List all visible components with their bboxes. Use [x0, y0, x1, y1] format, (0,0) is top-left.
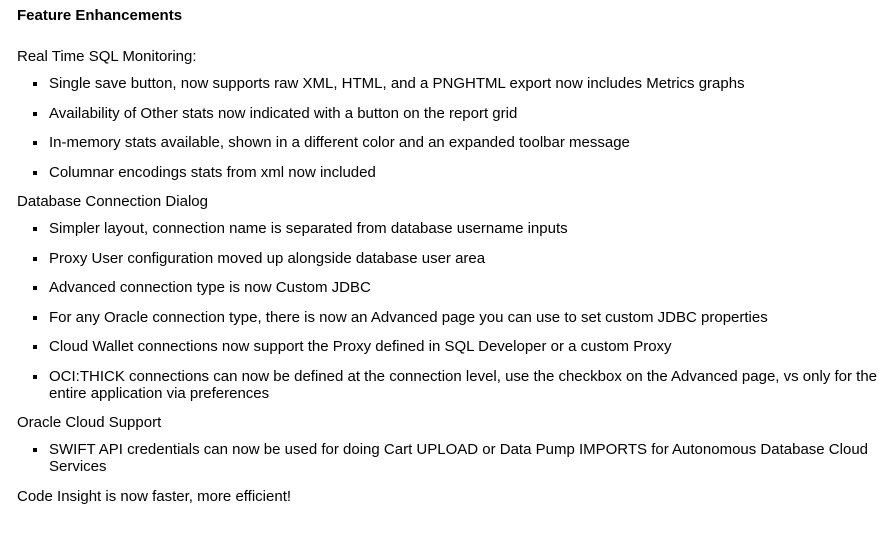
- list-item: In-memory stats available, shown in a different color and an expanded toolbar message: [17, 134, 879, 151]
- list-item: For any Oracle connection type, there is now an Advanced page you can use to set custom JDBC properties: [17, 309, 879, 326]
- section-heading-cloud-support: Oracle Cloud Support: [17, 414, 162, 431]
- list-item: Single save button, now supports raw XML, HTML, and a PNGHTML export now includes Metrics graphs: [17, 75, 879, 92]
- list-item: Columnar encodings stats from xml now included: [17, 164, 879, 181]
- list-item: Cloud Wallet connections now support the Proxy defined in SQL Developer or a custom Proxy: [17, 338, 879, 355]
- list-item: Simpler layout, connection name is separated from database username inputs: [17, 220, 879, 237]
- section-heading-connection-dialog: Database Connection Dialog: [17, 193, 208, 210]
- list-item: SWIFT API credentials can now be used for doing Cart UPLOAD or Data Pump IMPORTS for Autonomous Database Cloud Services: [17, 441, 879, 475]
- page-title: Feature Enhancements: [17, 7, 183, 24]
- list-item: Proxy User configuration moved up alongside database user area: [17, 250, 879, 267]
- list-item: Availability of Other stats now indicated with a button on the report grid: [17, 105, 879, 122]
- list-item: OCI:THICK connections can now be defined at the connection level, use the checkbox on the Advanced page, vs only for the entire application via preferences: [17, 368, 879, 402]
- cloud-support-list: [17, 441, 893, 475]
- connection-dialog-list: [17, 220, 893, 402]
- list-item: Advanced connection type is now Custom JDBC: [17, 279, 879, 296]
- section-heading-sql-monitoring: Real Time SQL Monitoring:: [17, 48, 197, 65]
- closing-note: Code Insight is now faster, more efficient!: [17, 487, 292, 505]
- sql-monitoring-list: [17, 75, 893, 181]
